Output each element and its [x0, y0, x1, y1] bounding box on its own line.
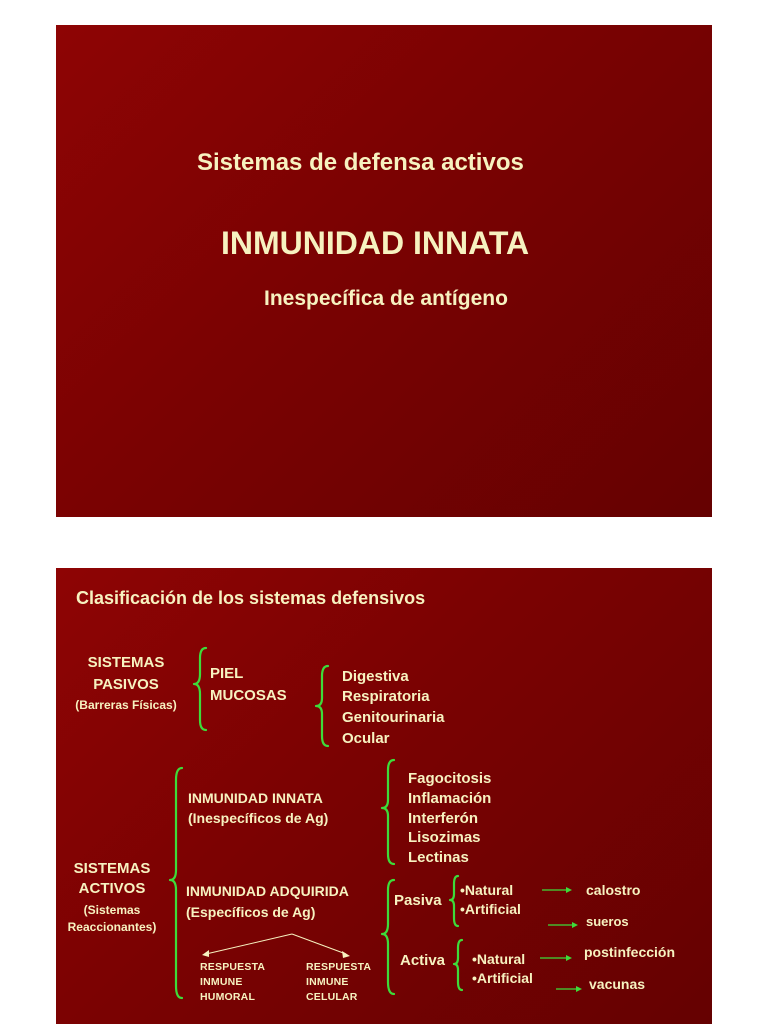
innata-interferon: Interferón — [408, 810, 479, 827]
innata-line1: INMUNIDAD INNATA — [188, 790, 323, 806]
pasivos-label-line1: SISTEMAS — [87, 654, 165, 671]
mucosa-respiratoria: Respiratoria — [342, 688, 430, 705]
innata-inflamacion: Inflamación — [408, 790, 492, 807]
arrow-postinfeccion — [566, 955, 572, 961]
arrow-celular — [342, 951, 350, 958]
brace-activos — [170, 768, 182, 998]
brace-pasiva — [450, 876, 458, 926]
innata-fagocitosis: Fagocitosis — [408, 770, 492, 787]
activos-note-line2: Reaccionantes) — [67, 920, 157, 934]
humoral-line1: RESPUESTA — [200, 961, 266, 973]
innata-line2: (Inespecíficos de Ag) — [188, 810, 329, 826]
arrow-sueros — [572, 922, 578, 928]
slide-classification — [56, 568, 712, 1024]
mucosa-genitourinaria: Genitourinaria — [342, 709, 445, 726]
arrow-calostro — [566, 887, 572, 893]
humoral-line2: INMUNE — [200, 976, 243, 988]
pasiva-natural: •Natural — [460, 882, 514, 898]
brace-activa — [454, 940, 462, 990]
activos-label-line2: ACTIVOS — [78, 880, 146, 897]
diagram-connectors — [56, 568, 712, 1024]
pasiva-sueros: sueros — [586, 914, 629, 929]
brace-adquirida — [382, 880, 394, 994]
slide2-title: Clasificación de los sistemas defensivos — [76, 588, 426, 608]
pasivos-label-line2: PASIVOS — [93, 676, 159, 693]
mucosa-ocular: Ocular — [342, 730, 390, 747]
activa-artificial: •Artificial — [472, 970, 533, 986]
pasivos-note: (Barreras Físicas) — [75, 698, 177, 712]
pasivos-item-piel: PIEL — [210, 665, 244, 682]
activos-note-line1: (Sistemas — [83, 903, 141, 917]
slide1-subtitle2: Inespecífica de antígeno — [264, 287, 508, 310]
celular-line3: CELULAR — [306, 991, 358, 1003]
celular-line1: RESPUESTA — [306, 961, 372, 973]
brace-pasivos — [194, 648, 206, 730]
activa-natural: •Natural — [472, 951, 526, 967]
pasiva-artificial: •Artificial — [460, 901, 521, 917]
adquirida-line2: (Específicos de Ag) — [186, 904, 316, 920]
adquirida-line1: INMUNIDAD ADQUIRIDA — [186, 883, 349, 899]
innata-lectinas: Lectinas — [408, 849, 469, 866]
arrow-humoral — [202, 950, 209, 957]
innata-lisozimas: Lisozimas — [408, 829, 481, 846]
pasiva-calostro: calostro — [586, 882, 641, 898]
activa-label: Activa — [400, 952, 446, 969]
humoral-line3: HUMORAL — [200, 991, 256, 1003]
celular-line2: INMUNE — [306, 976, 349, 988]
pasiva-label: Pasiva — [394, 892, 442, 909]
activos-label-line1: SISTEMAS — [73, 860, 151, 877]
activa-postinfeccion: postinfección — [584, 944, 676, 960]
slide1-subtitle: Sistemas de defensa activos — [197, 149, 524, 176]
brace-innata — [382, 760, 394, 864]
brace-mucosas — [316, 666, 328, 746]
arrow-vacunas — [576, 986, 582, 992]
pasivos-item-mucosas: MUCOSAS — [210, 687, 287, 704]
slide1-title: INMUNIDAD INNATA — [221, 225, 530, 261]
activa-vacunas: vacunas — [589, 976, 646, 992]
slide-innate-immunity — [56, 25, 712, 517]
mucosa-digestiva: Digestiva — [342, 668, 409, 685]
